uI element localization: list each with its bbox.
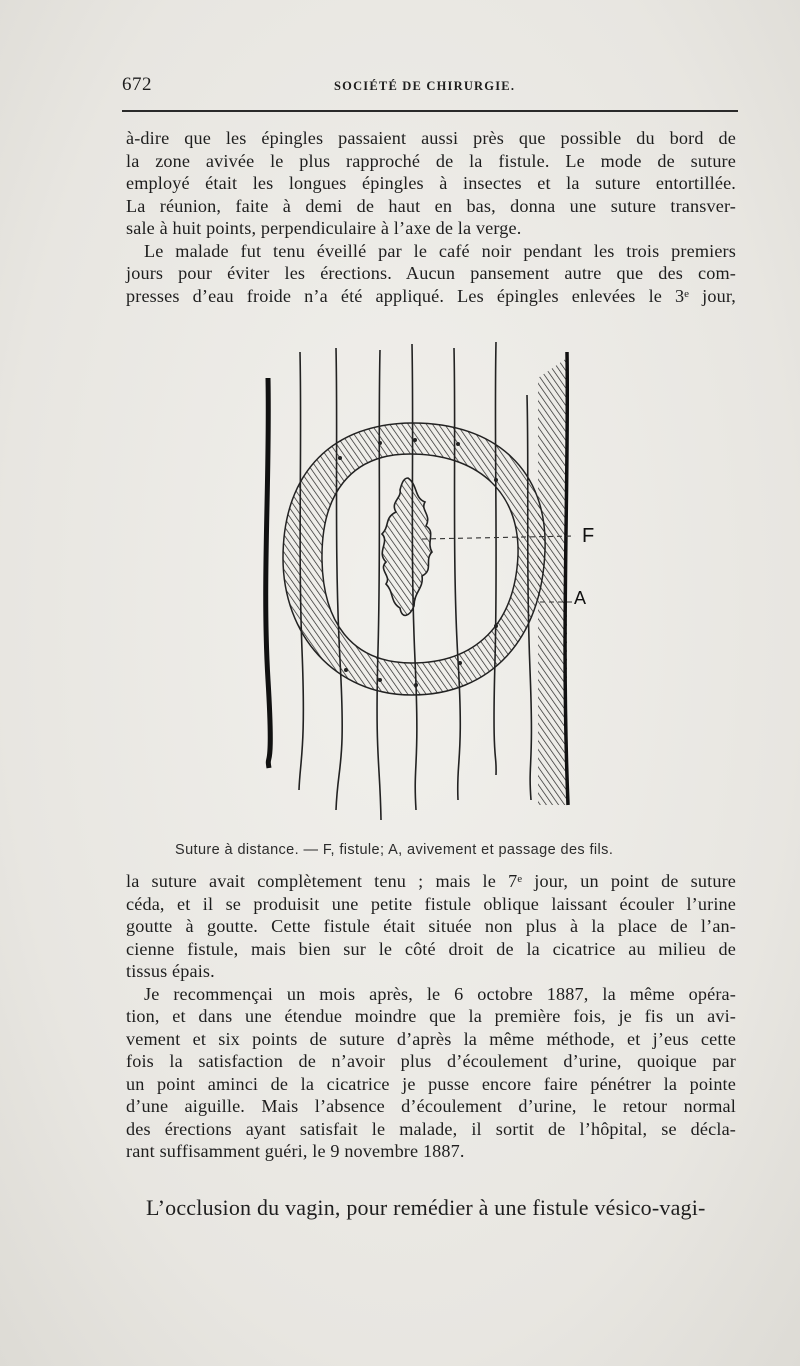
text-line: rant suffisamment guéri, le 9 novembre 1887. xyxy=(126,1141,465,1161)
text-line: Je recommençai un mois après, le 6 octobre 1887, la même opéra- xyxy=(144,983,736,1004)
text-line: sale à huit points, perpendiculaire à l’axe de la verge. xyxy=(126,218,522,238)
text-line: des érections ayant satisfait le malade, il sortit de l’hôpital, se décla- xyxy=(126,1118,736,1139)
text-line: à-dire que les épingles passaient aussi près que possible du bord de xyxy=(126,128,736,148)
text-line: d’une aiguille. Mais l’absence d’écoulement d’urine, le retour normal xyxy=(126,1096,736,1116)
text-line: tion, et dans une étendue moindre que la première fois, je fis un avi- xyxy=(126,1006,736,1026)
text-line: goutte à goutte. Cette fistule était située non plus à la place de l’an- xyxy=(126,916,736,936)
fistula xyxy=(382,478,432,615)
text-line: tissus épais. xyxy=(126,961,215,981)
running-head: SOCIÉTÉ DE CHIRURGIE. xyxy=(334,79,516,93)
text-line: fois la satisfaction de n’avoir plus d’écoulement d’urine, quoique par xyxy=(126,1051,736,1071)
text-line: La réunion, faite à demi de haut en bas, donna une suture transver- xyxy=(126,195,736,216)
suture-figure xyxy=(250,330,610,830)
body-text-bottom xyxy=(126,870,736,1163)
header-rule xyxy=(122,110,738,112)
figure-caption: Suture à distance. — F, fistule; A, avivement et passage des fils. xyxy=(175,842,614,858)
label-f: F xyxy=(582,525,595,547)
left-tissue-edge xyxy=(266,378,271,768)
text-line: un point aminci de la cicatrice je pusse encore faire pénétrer la pointe xyxy=(126,1073,736,1094)
text-line: Le malade fut tenu éveillé par le café noir pendant les trois premiers xyxy=(144,240,736,261)
text-line: jours pour éviter les érections. Aucun pansement autre que des com- xyxy=(126,263,736,283)
text-line: la zone avivée le plus rapproché de la fistule. Le mode de suture xyxy=(126,150,736,171)
body-text-top xyxy=(126,127,736,307)
text-line: presses d’eau froide n’a été appliqué. Les épingles enlevées le 3ᵉ jour, xyxy=(126,285,736,306)
page-header xyxy=(122,74,742,98)
text-line: céda, et il se produisit une petite fistule oblique laissant écouler l’urine xyxy=(126,893,736,914)
text-line: vement et six points de suture d’après la même méthode, et j’eus cette xyxy=(126,1028,736,1049)
label-a: A xyxy=(574,588,587,608)
text-line: employé était les longues épingles à insectes et la suture entortillée. xyxy=(126,173,736,193)
page-number: 672 xyxy=(122,74,152,95)
text-line: cienne fistule, mais bien sur le côté droit de la cicatrice au milieu de xyxy=(126,938,736,959)
text-line: la suture avait complètement tenu ; mais le 7ᵉ jour, un point de suture xyxy=(126,871,736,891)
section-heading-line: L’occlusion du vagin, pour remédier à une fistule vésico-vagi- xyxy=(146,1195,706,1220)
